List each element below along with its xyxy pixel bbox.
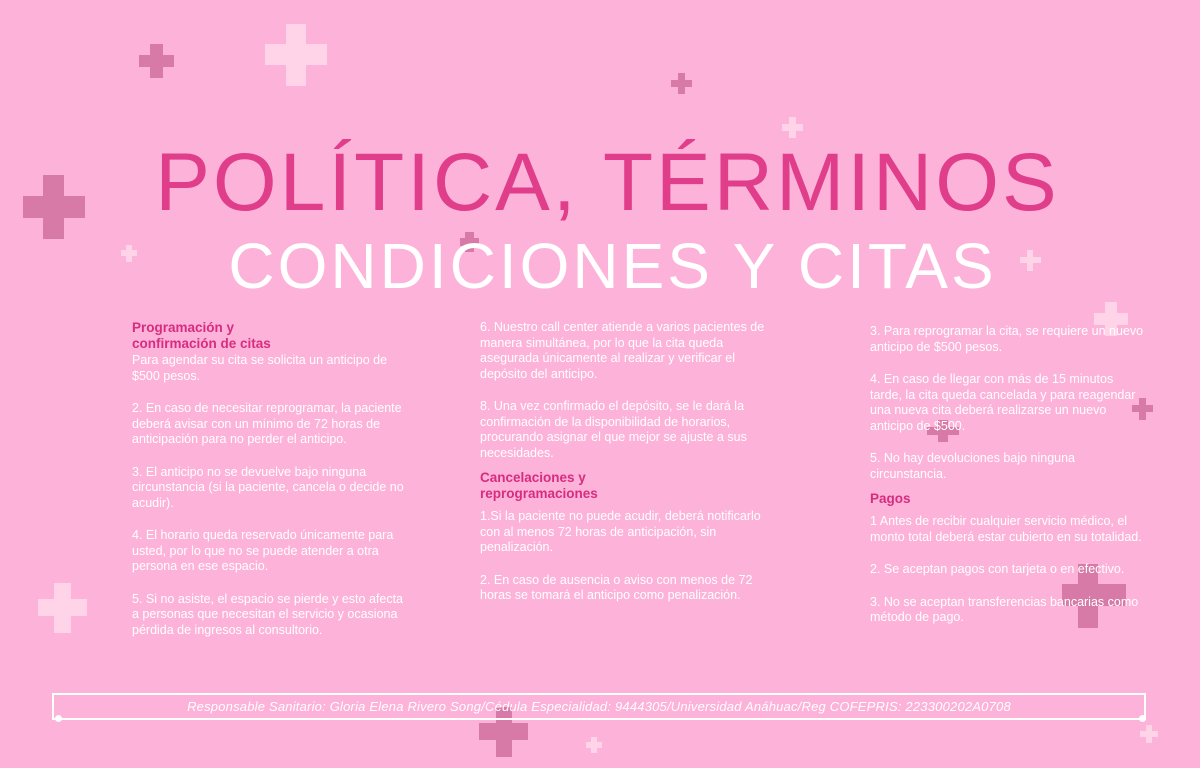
plus-cross-icon [1140,725,1158,743]
plus-cross-icon [38,583,87,633]
page-title: POLÍTICA, TÉRMINOS [155,137,1060,228]
policy-paragraph: Para agendar su cita se solicita un anticipo de $500 pesos. [132,353,388,383]
footer-box [52,693,1146,720]
column-right [870,324,1145,643]
decorative-dot [1139,715,1146,722]
plus-cross-icon [265,24,327,86]
column-programacion [132,320,412,655]
policy-paragraph: 5. No hay devoluciones bajo ninguna circunstancia. [870,451,1076,481]
policy-paragraph: 1 Antes de recibir cualquier servicio médico, el monto total deberá estar cubierto en su totalidad. [870,514,1142,544]
policy-paragraph: 8. Una vez confirmado el depósito, se le dará la confirmación de la disponibilidad de horarios, procurando asignar el que mejor se ajuste a sus necesidades. [480,399,747,460]
plus-cross-icon [782,117,803,138]
plus-cross-icon [139,44,174,78]
section-heading-pagos: Pagos [870,491,911,506]
page-subtitle: CONDICIONES Y CITAS [228,230,997,302]
footer-text: Responsable Sanitario: Gloria Elena Rivero Song/Cédula Especialidad: 9444305/Universidad Anáhuac/Reg COFEPRIS: 223300202A0708 [187,699,1011,714]
policy-paragraph: 2. Se aceptan pagos con tarjeta o en efectivo. [870,562,1125,576]
policy-paragraph: 1.Si la paciente no puede acudir, deberá notificarlo con al menos 72 horas de anticipación, sin penalización. [480,509,761,554]
policy-paragraph: 2. En caso de necesitar reprogramar, la paciente deberá avisar con un mínimo de 72 horas de anticipación para no perder el anticipo. [132,401,402,446]
heading-line: Cancelaciones y [480,470,586,485]
heading-line: reprogramaciones [480,486,598,501]
heading-line: confirmación de citas [132,336,271,351]
plus-cross-icon [586,737,602,753]
section-heading-cancelaciones [480,470,765,502]
policy-paragraph: 4. El horario queda reservado únicamente para usted, por lo que no se puede atender a otra persona en ese espacio. [132,528,394,573]
section-heading-programacion [132,320,412,352]
policy-paragraph: 3. No se aceptan transferencias bancarias como método de pago. [870,594,1139,624]
policy-paragraph: 2. En caso de ausencia o aviso con menos de 72 horas se tomará el anticipo como penalización. [480,572,753,602]
policy-paragraph: 3. El anticipo no se devuelve bajo ninguna circunstancia (si la paciente, cancela o decide no acudir). [132,464,404,510]
policy-paragraph: 3. Para reprogramar la cita, se requiere un nuevo anticipo de $500 pesos. [870,324,1144,354]
plus-cross-icon [671,73,692,94]
policy-paragraph: 4. En caso de llegar con más de 15 minutos tarde, la cita queda cancelada y para reagendar una nueva cita deberá realizarse un nuevo anticipo de $500. [870,372,1136,433]
policy-paragraph: 5. Si no asiste, el espacio se pierde y esto afecta a personas que necesitan el servicio y ocasiona pérdida de ingresos al consultorio. [132,591,403,637]
policy-paragraph: 6. Nuestro call center atiende a varios pacientes de manera simultánea, por lo que la cita queda asegurada únicamente al realizar y verificar el depósito del anticipo. [480,320,765,381]
decorative-dot [55,715,62,722]
column-middle [480,320,765,621]
heading-line: Programación y [132,320,235,335]
